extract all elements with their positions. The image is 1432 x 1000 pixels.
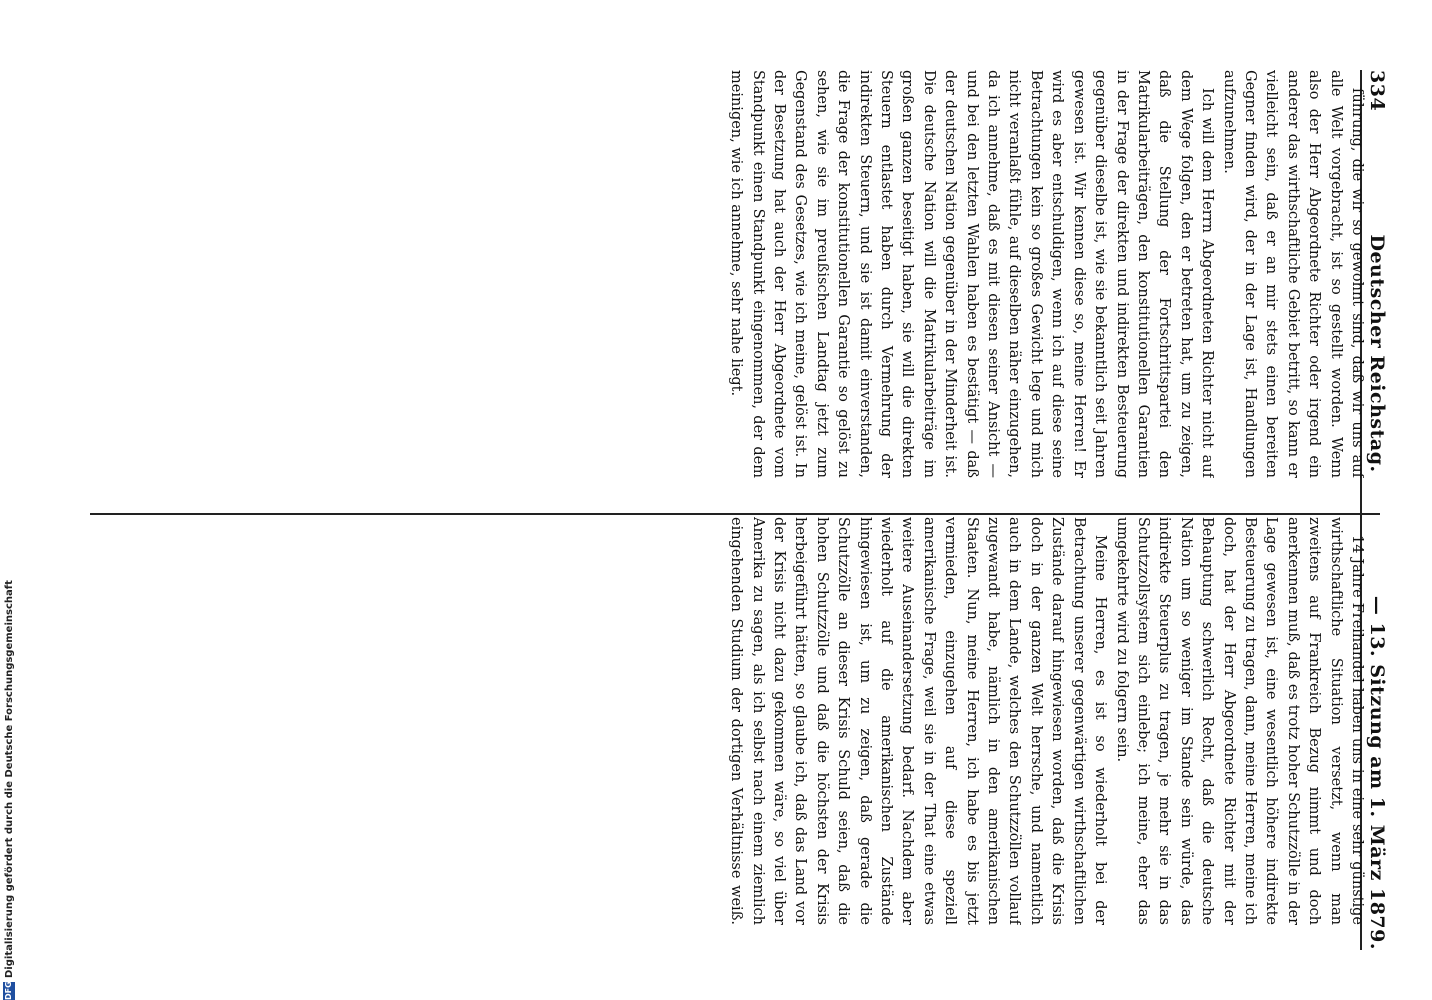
text-column-left <box>727 70 1367 478</box>
paragraph: 14 Jahre Freihandel haben uns in eine sehr günstige wirthschaftliche Situation versetzt, wenn man zweitens auf Frankreich Bezug nimmt und doch anerkennen muß, daß es trotz hoher Schutzzölle in der Lage gewesen ist, eine wesentlich höhere indirekte Besteuerung zu tragen, dann, meine Herren, meine ich doch, hat der Herr Abgeordnete Richter mit der Behauptung schwerlich Recht, daß die deutsche Nation um so weniger im Stande sein würde, das indirekte Steuerplus zu tragen, je mehr sie in das Schutzzollsystem sich einlebe; ich meine, eher das umgekehrte wird zu folgern sein. <box>1113 517 1365 925</box>
credit-text: Digitalisierung gefördert durch die Deutsche Forschungsgemeinschaft <box>3 580 15 978</box>
session-info: — 13. Sitzung am 1. März 1879. <box>1366 595 1388 950</box>
page-number: 334 <box>1366 70 1388 112</box>
paragraph: führung, die wir so gewohnt sind, daß wir uns auf alle Welt vorgebracht, ist so gestellt worden. Wenn also der Herr Abgeordnete Richter oder irgend ein anderer das wirthschaftliche Gebiet betritt, so kann er vielleicht sein, daß er an mir stets einen bereiten Gegner finden wird, der in der Lage ist, Handlungen aufzunehmen. <box>1220 70 1365 478</box>
digitization-credit <box>2 580 16 1000</box>
publication-title: Deutscher Reichstag. <box>1366 234 1388 473</box>
text-column-right <box>727 517 1367 925</box>
paragraph: Ich will dem Herrn Abgeordneten Richter nicht auf dem Wege folgen, den er betreten hat, um zu zeigen, daß die Stellung der Fortschrittspartei den Matrikularbeiträgen, den konstitutionellen Garantien in der Frage der direkten und indirekten Besteuerung gegenüber dieselbe ist, wie sie bekanntlich seit Jahren gewesen ist. Wir kennen diese so, meine Herren! Er wird es aber entschuldigen, wenn ich auf diese seine Betrachtungen kein so großes Gewicht lege und mich nicht veranlaßt fühle, auf dieselben näher einzugehen, da ich annehme, daß es mit diesen seiner Ansicht — und bei den letzten Wahlen haben es bestätigt — daß der deutschen Nation gegenüber in der Minderheit ist. Die deutsche Nation will die Matrikularbeiträge im großen ganzen beseitigt haben, sie will die direkten Steuern entlastet haben durch Vermehrung der indirekten Steuern, und sie ist damit einverstanden, die Frage der konstitutionellen Garantie so gelöst zu sehen, wie sie im preußischen Landtag jetzt zum Gegenstand des Gesetzes, wie ich meine, gelöst ist. In der Besetzung hat auch der Herr Abgeordnete vom Standpunkt einen Standpunkt eingenommen, der dem meinigen, wie ich annehme, sehr nahe liegt. <box>728 70 1216 478</box>
dfg-logo: DFG <box>4 981 13 1000</box>
paragraph: Meine Herren, es ist so wiederholt bei der Betrachtung unserer gegenwärtigen wirthschaftlichen Zustände darauf hingewiesen worden, daß die Krisis doch in der ganzen Welt herrsche, und namentlich auch in dem Lande, welches den Schutzzöllen vollauf zugewandt habe, nämlich in den amerikanischen Staaten. Nun, meine Herren, ich habe es bis jetzt vermieden, einzugehen auf diese speziell amerikanische Frage, weil sie in der That eine etwas weitere Auseinandersetzung bedarf. Nachdem aber wiederholt auf die amerikanischen Zustände hingewiesen ist, um zu zeigen, daß gerade die Schutzzölle an dieser Krisis Schuld seien, daß die hohen Schutzzölle und daß die höchsten der Krisis herbeigeführt hätten, so glaube ich, daß das Land vor der Krisis nicht dazu gekommen wäre, so viel über Amerika zu sagen, als ich selbst nach einem ziemlich eingehenden Studium der dortigen Verhältnisse weiß. <box>728 517 1109 925</box>
column-divider <box>90 513 1380 515</box>
